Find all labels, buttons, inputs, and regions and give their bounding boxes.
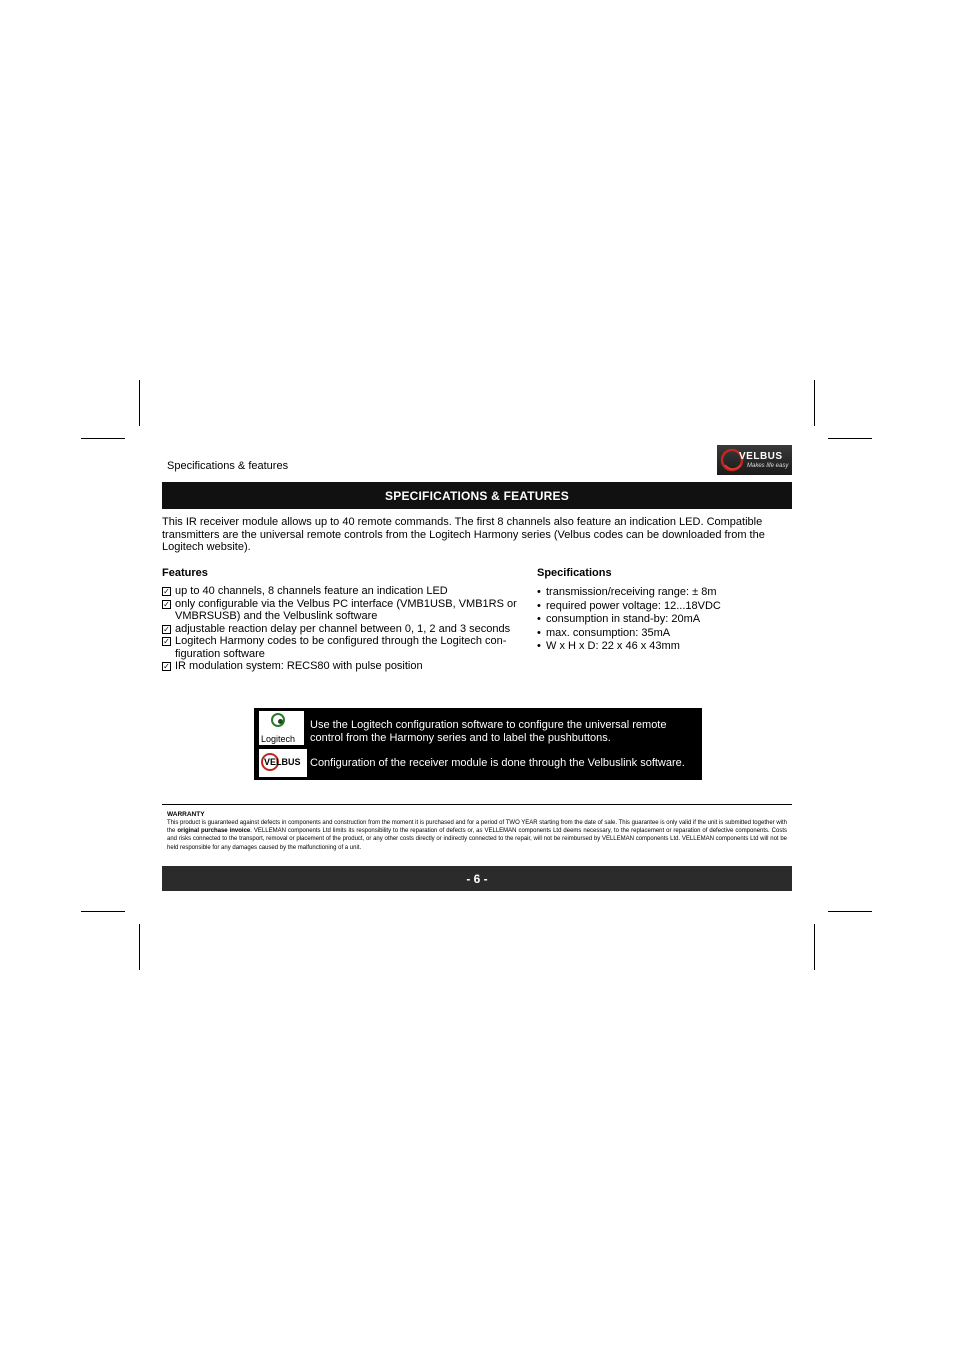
divider: [162, 804, 792, 805]
specifications-heading: Specifications: [537, 567, 612, 579]
page-title-text: SPECIFICATIONS & FEATURES: [385, 488, 569, 503]
list-item: ✓ IR modulation system: RECS80 with pulse position: [163, 660, 423, 672]
crop-mark: [81, 911, 125, 912]
list-item: ✓ up to 40 channels, 8 channels feature an indication LED: [163, 585, 448, 597]
logitech-logo: [259, 711, 304, 745]
checkbox-icon: ✓: [163, 662, 170, 671]
list-item: • max. consumption: 35mA: [537, 626, 671, 639]
checkbox-icon: ✓: [163, 637, 170, 646]
bullet-icon: •: [537, 626, 541, 639]
specifications-list: [537, 586, 787, 654]
list-item: ✓ only configurable via the Velbus PC interface (VMB1USB, VMB1RS or VMBRSUSB) and the Velbuslink software: [163, 597, 517, 622]
crop-mark: [139, 924, 140, 970]
velbus-small-logo: [259, 749, 307, 777]
bullet-icon: •: [537, 599, 541, 612]
velbus-logo-text: VELBUS: [739, 451, 783, 462]
list-item: • W x H x D: 22 x 46 x 43mm: [537, 640, 680, 652]
list-item: • consumption in stand-by: 20mA: [537, 613, 701, 625]
list-item: ✓ Logitech Harmony codes to be configured through the Logitech con-figuration software: [163, 635, 507, 660]
notice-text-velbus: Configuration of the receiver module is done through the Velbuslink software.: [310, 757, 685, 769]
bullet-icon: •: [537, 613, 541, 625]
page-footer: [162, 866, 792, 891]
notice-box: [254, 708, 702, 780]
list-item: • required power voltage: 12...18VDC: [537, 599, 721, 612]
section-label: Specifications & features: [167, 460, 289, 472]
crop-mark: [814, 380, 815, 426]
list-item: • transmission/receiving range: ± 8m: [537, 586, 717, 598]
warranty-title: WARRANTY: [167, 811, 205, 818]
velbus-logo-tagline: Makes life easy: [747, 463, 789, 469]
features-heading: Features: [162, 567, 208, 579]
checkbox-icon: ✓: [163, 624, 170, 634]
velbus-logo: [717, 445, 792, 475]
bullet-icon: •: [537, 586, 541, 598]
crop-mark: [81, 438, 125, 439]
list-item: ✓ adjustable reaction delay per channel between 0, 1, 2 and 3 seconds: [163, 622, 511, 635]
crop-mark: [814, 924, 815, 970]
velbus-small-logo-text: VELBUS: [264, 757, 301, 767]
crop-mark: [828, 911, 872, 912]
notice-text-logitech: Use the Logitech configuration software to configure the universal remote control from the Harmony series and to label the pushbuttons.: [310, 719, 667, 744]
crop-mark: [828, 438, 872, 439]
logitech-logo-text: Logitech: [261, 734, 296, 744]
page-number: - 6 -: [466, 871, 488, 886]
page-title: [162, 482, 792, 509]
checkbox-icon: ✓: [163, 599, 170, 609]
crop-mark: [139, 380, 140, 426]
bullet-icon: •: [537, 640, 541, 652]
checkbox-icon: ✓: [163, 587, 170, 596]
intro-paragraph: This IR receiver module allows up to 40 remote commands. The first 8 channels also feature an indication LED. Compatible transmitters are the universal remote controls from the Logitech Harmony series (Velbus codes can be downloaded from the Logitech website).: [162, 516, 765, 554]
features-list: [162, 585, 530, 673]
warranty-text: This product is guaranteed against defects in components and construction from the moment it is purchased and for a period of TWO YEAR starting from the date of sale. This guarantee is only valid if the unit is submitted together with the original purchase invoice. VELLEMAN components Ltd limits its responsibility to the reparation of defects or, as VELLEMAN components Ltd deems necessary, to the replacement or reparation of defective components. Costs and risks connected to the transport, removal or placement of the product, or any other costs directly or indirectly connected to the repair, will not be reimbursed by VELLEMAN components Ltd. VELLEMAN components Ltd will not be held responsible for any damages caused by the malfunctioning of a unit.: [167, 820, 788, 851]
